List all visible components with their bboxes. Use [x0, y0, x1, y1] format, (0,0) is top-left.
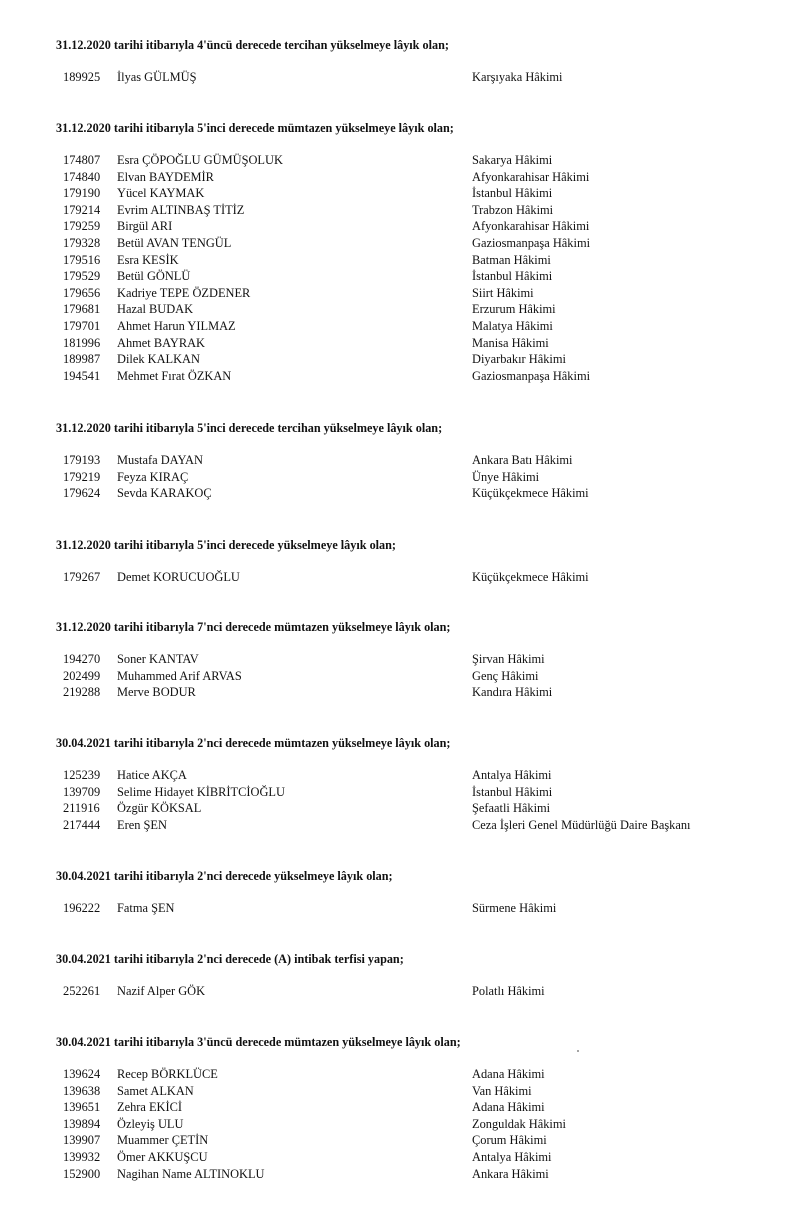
judge-name: Hazal BUDAK — [117, 302, 194, 317]
judge-name: Elvan BAYDEMİR — [117, 169, 214, 184]
registry-number: 179328 — [63, 235, 101, 250]
judge-name: Muammer ÇETİN — [117, 1133, 209, 1148]
judge-row — [0, 1149, 798, 1166]
judge-row — [0, 285, 798, 302]
registry-number: 194270 — [63, 652, 101, 666]
judge-row — [0, 351, 798, 368]
judge-name: Muhammed Arif ARVAS — [117, 668, 242, 683]
judge-post: Diyarbakır Hâkimi — [472, 352, 566, 367]
registry-number: 174840 — [63, 169, 101, 184]
judge-post: Sürmene Hâkimi — [472, 901, 557, 915]
judge-name: Özgür KÖKSAL — [117, 801, 202, 816]
judge-name: Kadriye TEPE ÖZDENER — [117, 285, 251, 300]
registry-number: 181996 — [63, 335, 101, 350]
judge-name: Birgül ARI — [117, 219, 173, 234]
section-heading: 31.12.2020 tarihi itibarıyla 5'inci derecede yükselmeye lâyık olan; — [56, 538, 396, 552]
judge-list — [0, 569, 798, 586]
registry-number: 179259 — [63, 219, 101, 234]
registry-number: 211916 — [63, 801, 100, 816]
judge-name: Sevda KARAKOÇ — [117, 486, 212, 501]
registry-number: 139894 — [63, 1116, 101, 1131]
judge-row — [0, 318, 798, 335]
judge-post: Sakarya Hâkimi — [472, 153, 553, 167]
judge-list — [0, 69, 798, 86]
registry-number: 179214 — [63, 202, 101, 217]
judge-name: Ömer AKKUŞCU — [117, 1149, 208, 1164]
registry-number: 196222 — [63, 901, 101, 915]
judge-post: Küçükçekmece Hâkimi — [472, 570, 589, 584]
section-heading: 31.12.2020 tarihi itibarıyla 5'inci derecede mümtazen yükselmeye lâyık olan; — [56, 121, 454, 135]
registry-number: 139907 — [63, 1133, 101, 1148]
judge-row — [0, 900, 798, 917]
judge-list — [0, 452, 798, 502]
registry-number: 139638 — [63, 1083, 101, 1098]
registry-number: 179656 — [63, 285, 101, 300]
judge-post: Ünye Hâkimi — [472, 469, 540, 484]
judge-post: İstanbul Hâkimi — [472, 784, 553, 799]
judge-name: Feyza KIRAÇ — [117, 469, 189, 484]
judge-row — [0, 1066, 798, 1083]
registry-number: 125239 — [63, 768, 101, 782]
judge-name: Merve BODUR — [117, 685, 196, 700]
registry-number: 179624 — [63, 486, 101, 501]
judge-post: Van Hâkimi — [472, 1083, 532, 1098]
judge-row — [0, 202, 798, 219]
judge-row — [0, 651, 798, 668]
judge-name: Nagihan Name ALTINOKLU — [117, 1166, 265, 1181]
judge-row — [0, 784, 798, 801]
registry-number: 179219 — [63, 469, 101, 484]
registry-number: 179681 — [63, 302, 101, 317]
judge-name: Mustafa DAYAN — [117, 453, 203, 467]
judge-post: Antalya Hâkimi — [472, 1149, 552, 1164]
judge-name: Hatice AKÇA — [117, 768, 187, 782]
judge-post: Genç Hâkimi — [472, 668, 539, 683]
judge-row — [0, 668, 798, 685]
judge-name: Esra KESİK — [117, 252, 179, 267]
judge-row — [0, 1132, 798, 1149]
judge-name: İlyas GÜLMÜŞ — [117, 70, 197, 84]
judge-post: İstanbul Hâkimi — [472, 186, 553, 201]
judge-row — [0, 469, 798, 486]
judge-post: Erzurum Hâkimi — [472, 302, 556, 317]
judge-post: Malatya Hâkimi — [472, 318, 553, 333]
judge-name: Betül GÖNLÜ — [117, 269, 191, 284]
judge-name: Betül AVAN TENGÜL — [117, 235, 232, 250]
judge-post: Küçükçekmece Hâkimi — [472, 486, 589, 501]
judge-name: Ahmet BAYRAK — [117, 335, 206, 350]
registry-number: 179193 — [63, 453, 101, 467]
judge-row — [0, 218, 798, 235]
judge-post: Ankara Batı Hâkimi — [472, 453, 573, 467]
section-heading: 31.12.2020 tarihi itibarıyla 4'üncü derecede tercihan yükselmeye lâyık olan; — [56, 38, 449, 52]
section-heading: 30.04.2021 tarihi itibarıyla 2'nci derecede yükselmeye lâyık olan; — [56, 869, 393, 883]
judge-name: Dilek KALKAN — [117, 352, 200, 367]
judge-name: Recep BÖRKLÜCE — [117, 1067, 218, 1081]
judge-name: Zehra EKİCİ — [117, 1100, 183, 1115]
judge-name: Yücel KAYMAK — [117, 186, 205, 201]
registry-number: 139624 — [63, 1067, 101, 1081]
judge-list — [0, 651, 798, 701]
judge-row — [0, 800, 798, 817]
registry-number: 252261 — [63, 984, 101, 998]
section-heading: 30.04.2021 tarihi itibarıyla 2'nci derecede (A) intibak terfisi yapan; — [56, 952, 404, 966]
registry-number: 219288 — [63, 685, 101, 700]
judge-post: Batman Hâkimi — [472, 252, 551, 267]
judge-row — [0, 152, 798, 169]
judge-row — [0, 817, 798, 834]
judge-name: Soner KANTAV — [117, 652, 199, 666]
judge-name: Samet ALKAN — [117, 1083, 194, 1098]
judge-name: Evrim ALTINBAŞ TİTİZ — [117, 202, 245, 217]
judge-row — [0, 767, 798, 784]
judge-name: Demet KORUCUOĞLU — [117, 570, 240, 584]
judge-post: Adana Hâkimi — [472, 1100, 545, 1115]
judge-post: Adana Hâkimi — [472, 1067, 545, 1081]
registry-number: 179701 — [63, 318, 101, 333]
judge-row — [0, 1166, 798, 1183]
section-heading: 31.12.2020 tarihi itibarıyla 7'nci derecede mümtazen yükselmeye lâyık olan; — [56, 620, 451, 634]
judge-row — [0, 368, 798, 385]
judge-post: Zonguldak Hâkimi — [472, 1116, 566, 1131]
section-heading: 30.04.2021 tarihi itibarıyla 2'nci derecede mümtazen yükselmeye lâyık olan; — [56, 736, 451, 750]
judge-post: Antalya Hâkimi — [472, 768, 552, 782]
scan-speck — [577, 1050, 579, 1052]
registry-number: 179190 — [63, 186, 101, 201]
judge-list — [0, 900, 798, 917]
judge-post: Şefaatli Hâkimi — [472, 801, 551, 816]
judge-post: Kandıra Hâkimi — [472, 685, 553, 700]
judge-row — [0, 485, 798, 502]
judge-post: Afyonkarahisar Hâkimi — [472, 169, 590, 184]
judge-row — [0, 268, 798, 285]
registry-number: 139651 — [63, 1100, 101, 1115]
registry-number: 202499 — [63, 668, 101, 683]
judge-post: Karşıyaka Hâkimi — [472, 70, 563, 84]
judge-name: Ahmet Harun YILMAZ — [117, 318, 236, 333]
judge-name: Özleyiş ULU — [117, 1116, 184, 1131]
judge-post: İstanbul Hâkimi — [472, 269, 553, 284]
judge-row — [0, 452, 798, 469]
judge-name: Nazif Alper GÖK — [117, 984, 206, 998]
judge-post: Ceza İşleri Genel Müdürlüğü Daire Başkanı — [472, 817, 691, 832]
judge-row — [0, 252, 798, 269]
judge-list — [0, 767, 798, 833]
judge-row — [0, 1116, 798, 1133]
judge-row — [0, 301, 798, 318]
judge-name: Eren ŞEN — [117, 817, 167, 832]
judge-row — [0, 235, 798, 252]
judge-post: Gaziosmanpaşa Hâkimi — [472, 368, 591, 383]
judge-row — [0, 169, 798, 186]
judge-post: Çorum Hâkimi — [472, 1133, 547, 1148]
judge-list — [0, 1066, 798, 1182]
judge-list — [0, 152, 798, 384]
judge-row — [0, 335, 798, 352]
registry-number: 179516 — [63, 252, 101, 267]
registry-number: 152900 — [63, 1166, 101, 1181]
judge-row — [0, 983, 798, 1000]
registry-number: 179267 — [63, 570, 101, 584]
judge-name: Mehmet Fırat ÖZKAN — [117, 368, 232, 383]
judge-name: Esra ÇÖPOĞLU GÜMÜŞOLUK — [117, 153, 283, 167]
registry-number: 179529 — [63, 269, 101, 284]
judge-row — [0, 1083, 798, 1100]
judge-post: Şirvan Hâkimi — [472, 652, 545, 666]
section-heading: 31.12.2020 tarihi itibarıyla 5'inci derecede tercihan yükselmeye lâyık olan; — [56, 421, 443, 435]
judge-list — [0, 983, 798, 1000]
judge-post: Gaziosmanpaşa Hâkimi — [472, 235, 591, 250]
judge-post: Trabzon Hâkimi — [472, 202, 554, 217]
judge-name: Selime Hidayet KİBRİTCİOĞLU — [117, 784, 285, 799]
judge-post: Afyonkarahisar Hâkimi — [472, 219, 590, 234]
judge-post: Siirt Hâkimi — [472, 285, 534, 300]
registry-number: 174807 — [63, 153, 101, 167]
judge-row — [0, 69, 798, 86]
judge-post: Manisa Hâkimi — [472, 335, 549, 350]
judge-name: Fatma ŞEN — [117, 901, 175, 915]
registry-number: 217444 — [63, 817, 101, 832]
registry-number: 139709 — [63, 784, 101, 799]
registry-number: 194541 — [63, 368, 101, 383]
judge-row — [0, 569, 798, 586]
judge-row — [0, 1099, 798, 1116]
judge-post: Polatlı Hâkimi — [472, 984, 545, 998]
judge-post: Ankara Hâkimi — [472, 1166, 549, 1181]
registry-number: 189925 — [63, 70, 101, 84]
section-heading: 30.04.2021 tarihi itibarıyla 3'üncü derecede mümtazen yükselmeye lâyık olan; — [56, 1035, 461, 1049]
registry-number: 139932 — [63, 1149, 101, 1164]
judge-row — [0, 684, 798, 701]
registry-number: 189987 — [63, 352, 101, 367]
judge-row — [0, 185, 798, 202]
